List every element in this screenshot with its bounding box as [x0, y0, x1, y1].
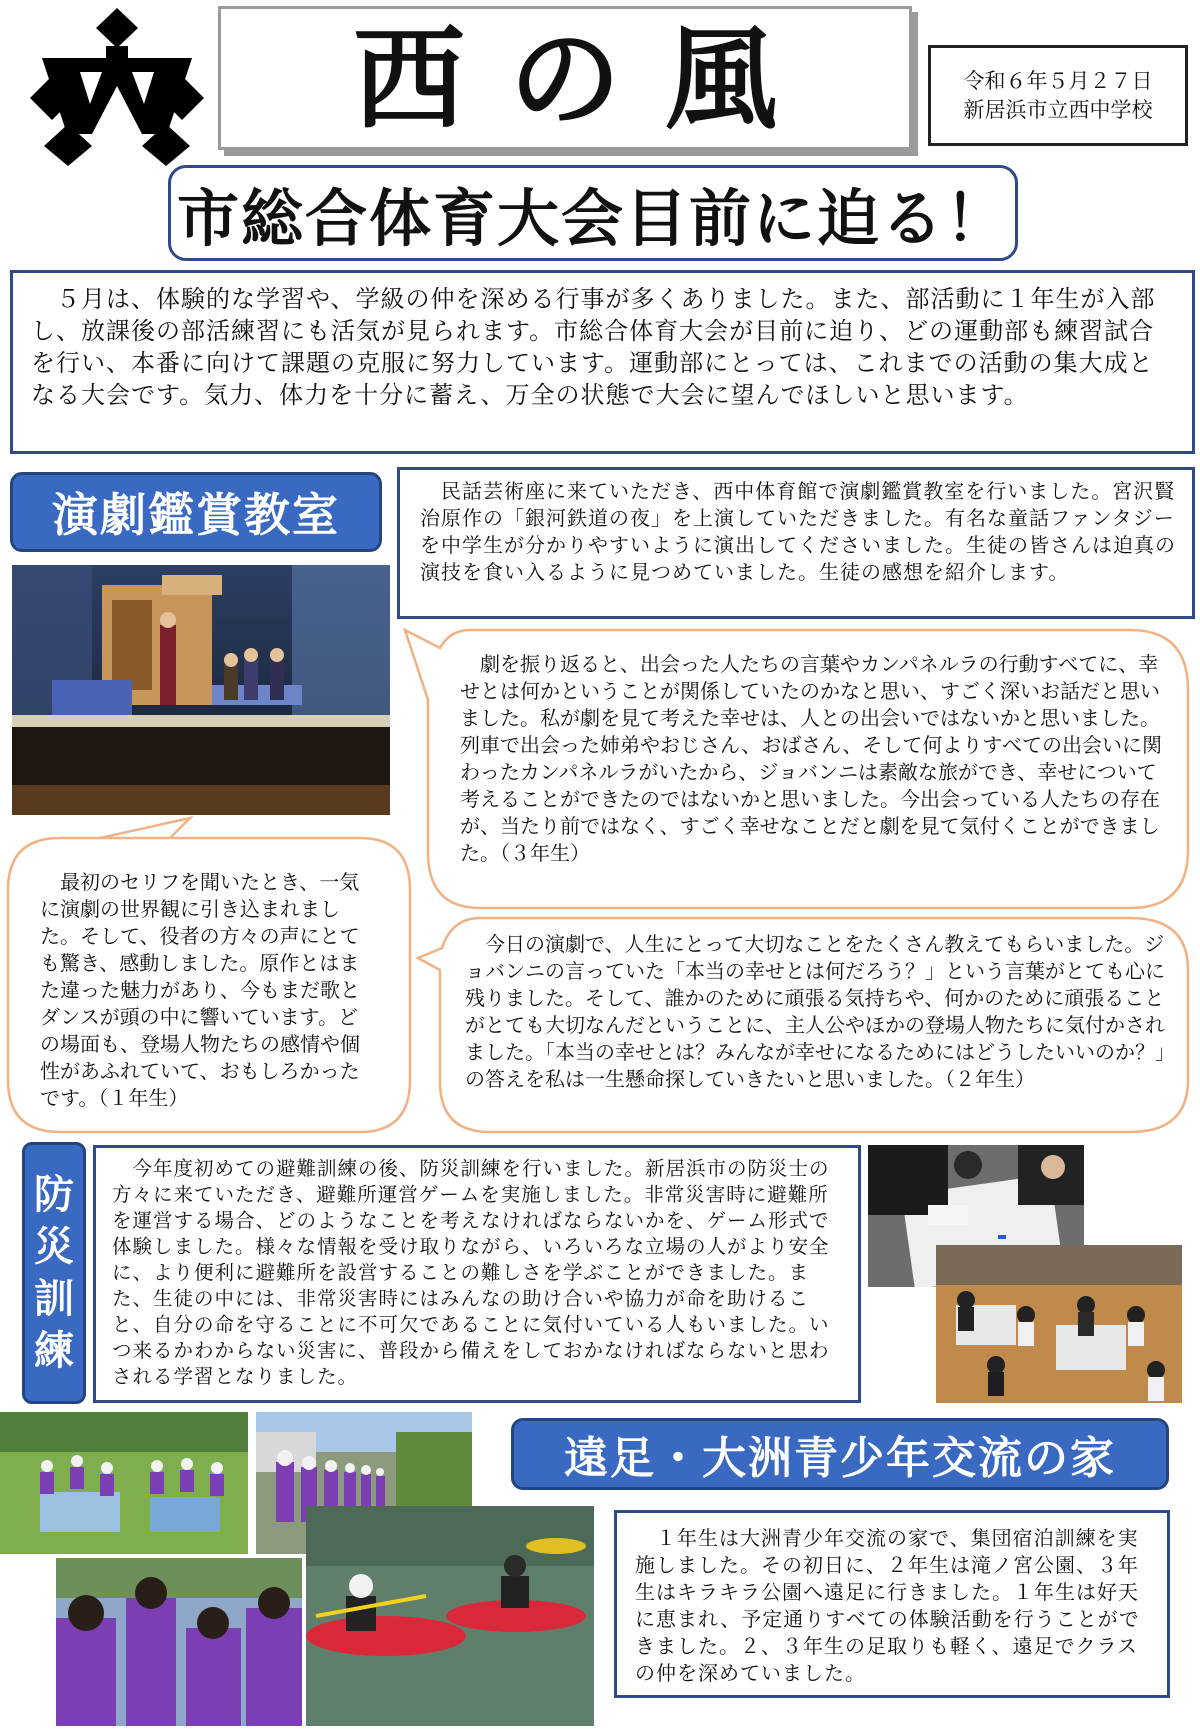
theater-section-title: 演劇鑑賞教室 [10, 472, 382, 552]
ensoku-photo-kayaking [306, 1506, 594, 1726]
ensoku-description: １年生は大洲青少年交流の家で、集団宿泊訓練を実施しました。その初日に、２年生は滝ノ宮公園、３年生はキラキラ公園へ遠足に行きました。１年生は好天に恵まれ、予定通りすべての体験活動を行うことができました。２、３年生の足取りも軽く、遠足でクラスの仲を深めていました。 [614, 1510, 1170, 1698]
ensoku-photo-students-sitting [56, 1558, 302, 1726]
ensoku-section-title: 遠足・大洲青少年交流の家 [511, 1418, 1169, 1490]
intro-paragraph: ５月は、体験的な学習や、学級の仲を深める行事が多くありました。また、部活動に１年生が入部し、放課後の部活練習にも活気が見られます。市総合体育大会が目前に迫り、どの運動部も練習試合を行い、本番に向けて課題の克服に努力しています。運動部にとっては、これまでの活動の集大成となる大会です。気力、体力を十分に蓄え、万全の状態で大会に望んでほしいと思います。 [10, 270, 1195, 454]
student-comment-2nd-grade: 今日の演劇で、人生にとって大切なことをたくさん教えてもらいました。ジョバンニの言っていた「本当の幸せとは何だろう？」という言葉がとても心に残りました。そして、誰かのために頑張る気持ちや、何かのために頑張ることがとても大切なんだということに、主人公やほかの登場人物たちに気付かされました。「本当の幸せとは？みんなが幸せになるためにはどうしたいいのか？」の答えを私は一生懸命探していきたいと思いました。（２年生） [465, 934, 1175, 1091]
ensoku-photo-picnic [0, 1412, 248, 1554]
bousai-title-char: 訓 [34, 1277, 74, 1321]
issue-date: 令和６年５月２７日 [963, 68, 1153, 93]
newsletter-title: 西の風 [353, 14, 821, 145]
school-name: 新居浜市立西中学校 [963, 97, 1153, 122]
bousai-title-char: 練 [34, 1329, 74, 1373]
bousai-section-title [22, 1142, 86, 1404]
bousai-photo-gym-groups [936, 1245, 1182, 1403]
student-comment-1st-grade: 最初のセリフを聞いたとき、一気に演劇の世界観に引き込まれました。そして、役者の方々の声にとても驚き、感動しました。原作とはまた違った魅力があり、今もまだ歌とダンスが頭の中に響いています。どの場面も、登場人物たちの感情や個性があふれていて、おもしろかったです。（１年生） [40, 872, 360, 1110]
bousai-title-char: 災 [34, 1225, 74, 1269]
bousai-title-char: 防 [34, 1173, 74, 1217]
theater-description: 民話芸術座に来ていただき、西中体育館で演劇鑑賞教室を行いました。宮沢賢治原作の「銀河鉄道の夜」を上演していただきました。有名な童話ファンタジーを中学生が分かりやすいように演出してくださいました。生徒の皆さんは迫真の演技を食い入るように見つめていました。生徒の感想を紹介します。 [397, 467, 1195, 619]
bousai-description: 今年度初めての避難訓練の後、防災訓練を行いました。新居浜市の防災士の方々に来ていただき、避難所運営ゲームを実施しました。非常災害時に避難所を運営する場合、どのようなことを考えなければならないかを、ゲーム形式で体験しました。様々な情報を受け取りながら、いろいろな立場の人がより安全に、より便利に避難所を設営することの難しさを学ぶことができました。また、生徒の中には、非常災害時にはみんなの助け合いや協力が命を助けること、自分の命を守ることに不可欠であることに気付いている人もいました。いつ来るかわからない災害に、普段から備えをしておかなければならないと思わされる学習となりました。 [93, 1145, 861, 1403]
student-comment-3rd-grade: 劇を振り返ると、出会った人たちの言葉やカンパネルラの行動すべてに、幸せとは何かということが関係していたのかなと思い、すごく深いお話だと思いました。私が劇を見て考えた幸せは、人との出会いではないかと思いました。列車で出会った姉弟やおじさん、おばさん、そして何よりすべての出会いに関わったカンパネルラがいたから、ジョバンニは素敵な旅ができ、幸せについて考えることができたのではないかと思いました。今出会っている人たちの存在が、当たり前ではなく、すごく幸せなことだと劇を見て気付くことができました。（３年生） [460, 654, 1162, 865]
main-headline: 市総合体育大会目前に迫る！ [168, 165, 1018, 261]
